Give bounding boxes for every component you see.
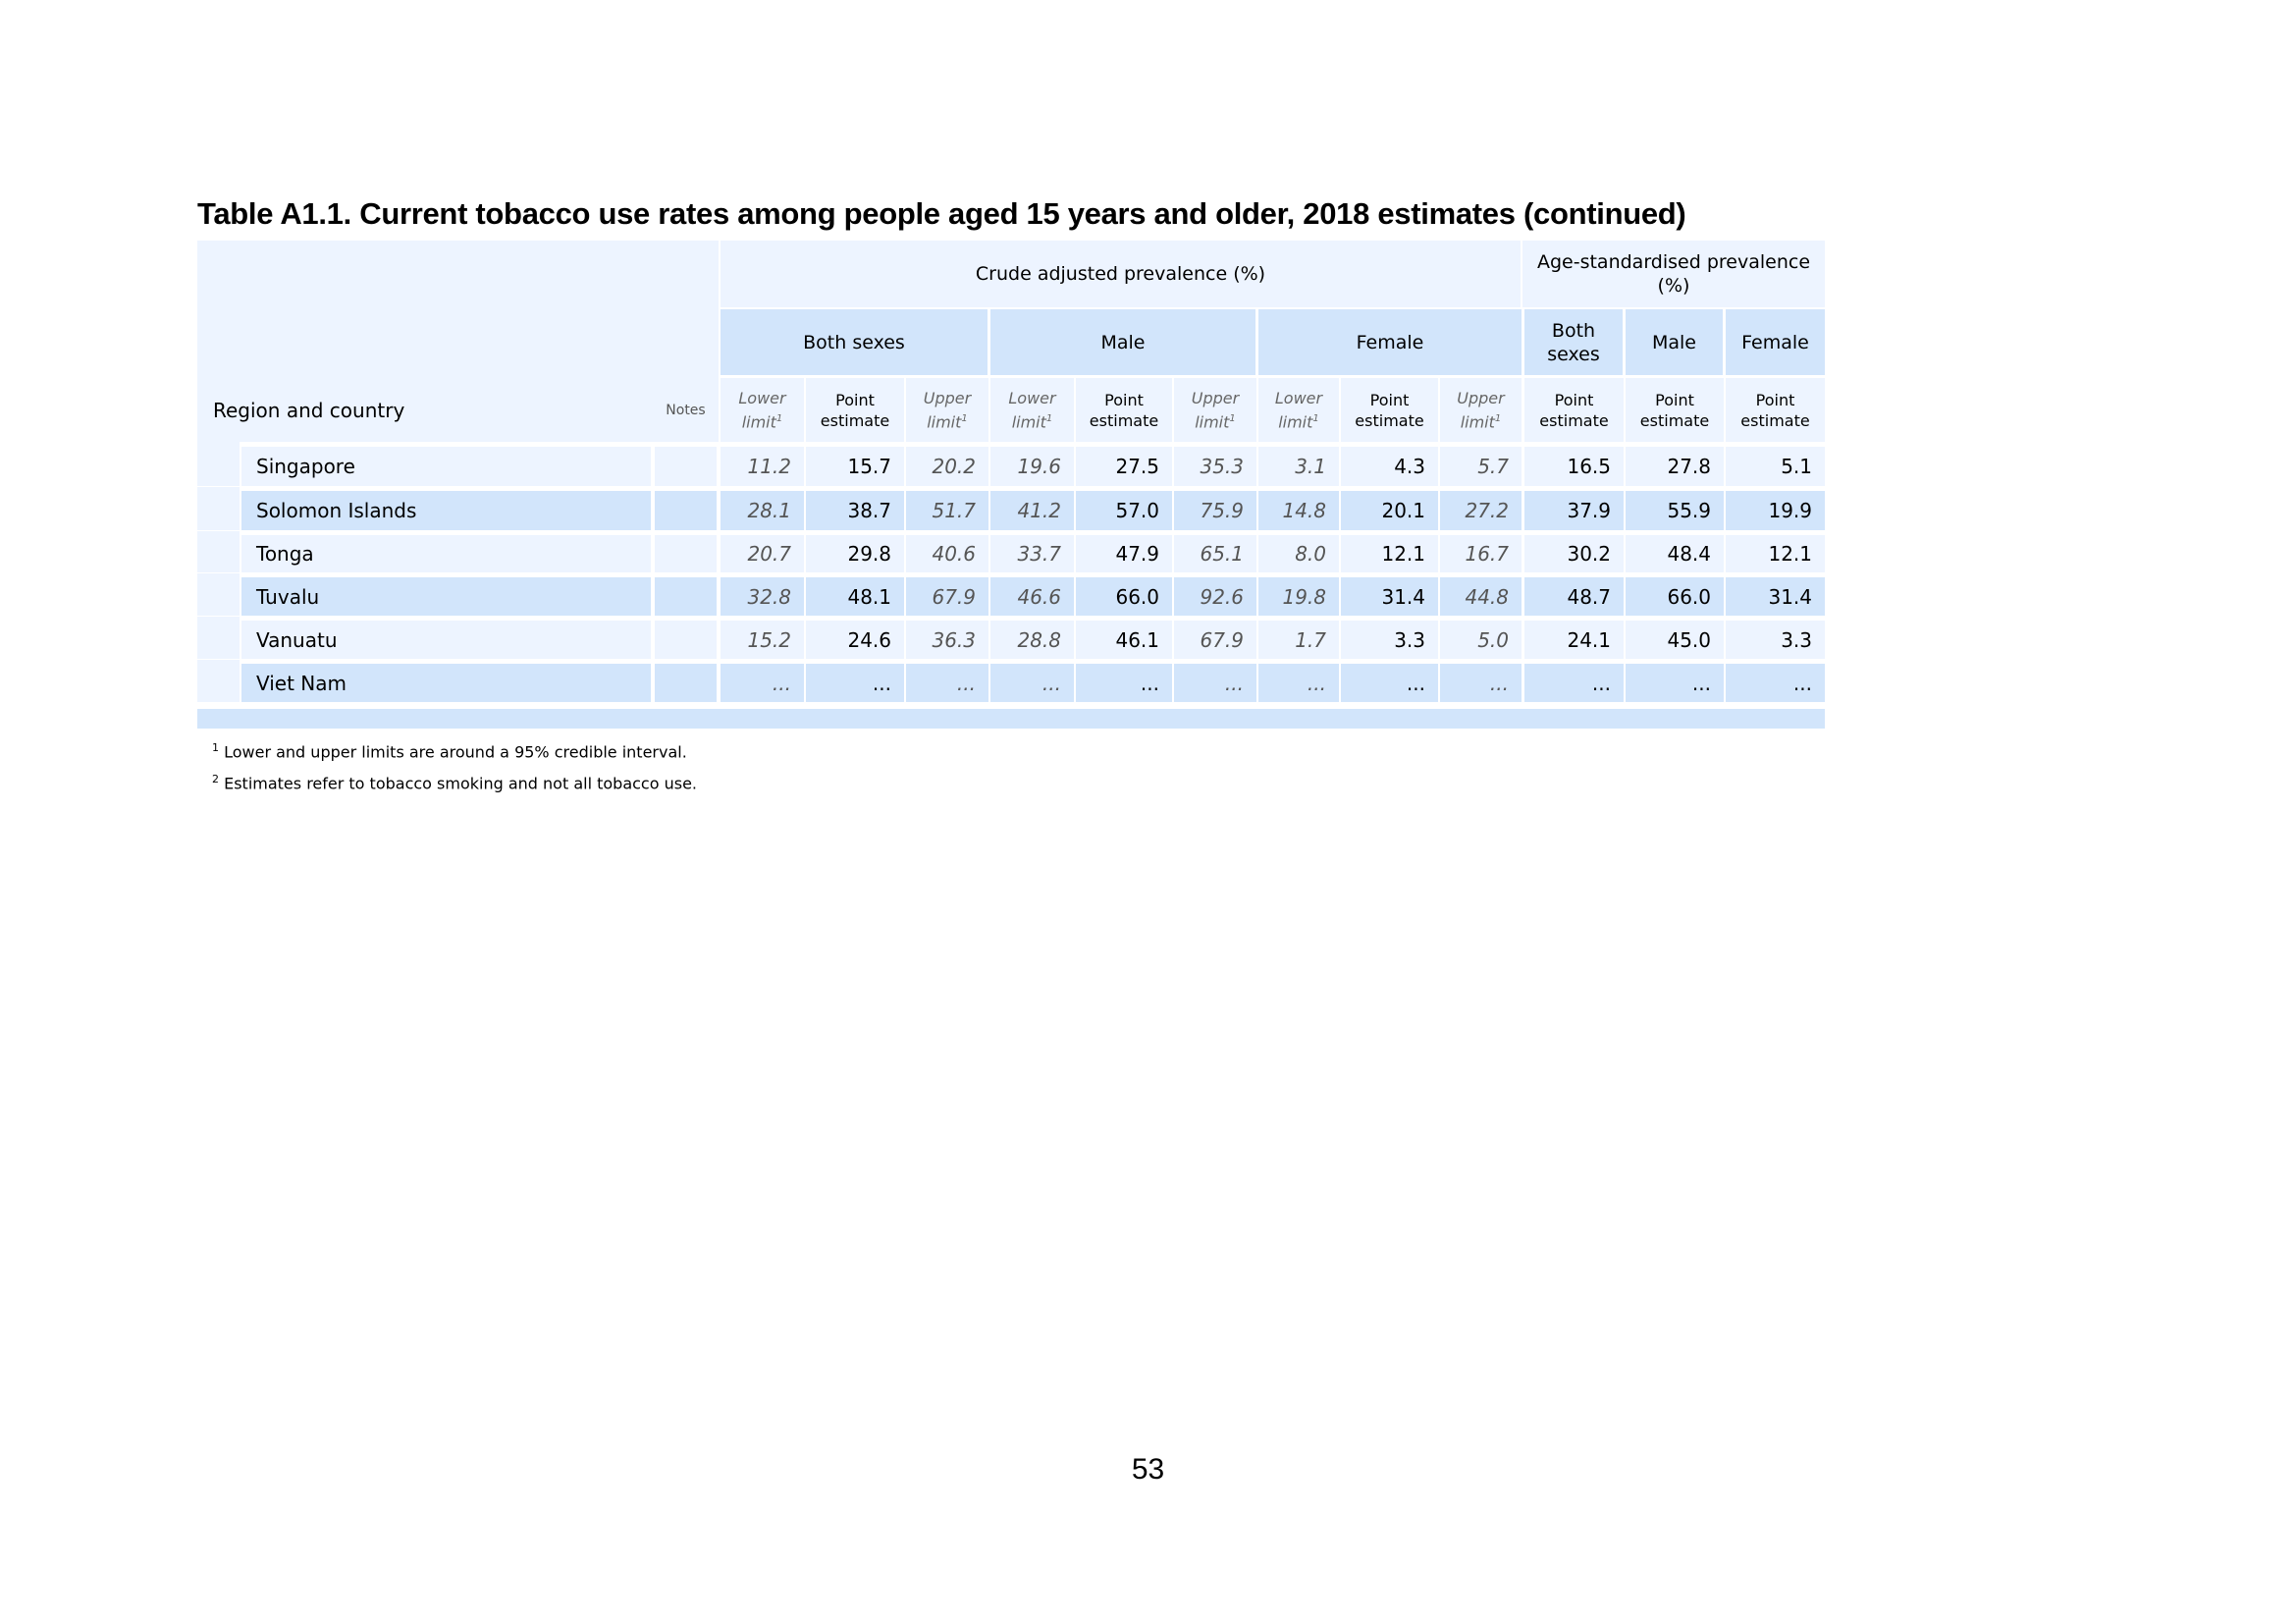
value-cell: 48.4 bbox=[1626, 535, 1724, 572]
subheader-8: Upper limit$^1$ bbox=[1440, 378, 1522, 442]
country-name: Solomon Islands bbox=[241, 491, 651, 530]
value-cell: 66.0 bbox=[1076, 577, 1172, 616]
group-header-5: Female bbox=[1726, 309, 1825, 375]
value-cell: 20.1 bbox=[1341, 491, 1438, 530]
value-cell: ... bbox=[1626, 664, 1724, 702]
value-cell: ... bbox=[1076, 664, 1172, 702]
subheader-11: Point estimate bbox=[1726, 378, 1825, 442]
row-indent-3 bbox=[197, 573, 240, 616]
footnotes bbox=[212, 734, 697, 798]
crude-prevalence-header: Crude adjusted prevalence (%) bbox=[721, 241, 1521, 307]
value-cell: 66.0 bbox=[1626, 577, 1724, 616]
value-cell: 65.1 bbox=[1174, 535, 1256, 572]
value-cell: 92.6 bbox=[1174, 577, 1256, 616]
row-indent-5 bbox=[197, 660, 240, 702]
value-cell: 37.9 bbox=[1524, 491, 1624, 530]
value-cell: 16.5 bbox=[1524, 447, 1624, 486]
value-cell: ... bbox=[906, 664, 988, 702]
notes-header: Notes bbox=[655, 378, 717, 442]
subheader-10: Point estimate bbox=[1626, 378, 1724, 442]
value-cell: 5.7 bbox=[1440, 447, 1522, 486]
value-cell: 51.7 bbox=[906, 491, 988, 530]
value-cell: 5.1 bbox=[1726, 447, 1825, 486]
value-cell: ... bbox=[721, 664, 804, 702]
value-cell: 1.7 bbox=[1258, 621, 1339, 659]
value-cell: 38.7 bbox=[806, 491, 904, 530]
value-cell: 5.0 bbox=[1440, 621, 1522, 659]
value-cell: 19.9 bbox=[1726, 491, 1825, 530]
value-cell: 14.8 bbox=[1258, 491, 1339, 530]
value-cell: 3.3 bbox=[1341, 621, 1438, 659]
value-cell: 4.3 bbox=[1341, 447, 1438, 486]
subheader-4: Point estimate bbox=[1076, 378, 1172, 442]
value-cell: ... bbox=[1341, 664, 1438, 702]
subheader-7: Point estimate bbox=[1341, 378, 1438, 442]
region-and-country-header: Region and country bbox=[197, 378, 651, 442]
value-cell: ... bbox=[1524, 664, 1624, 702]
value-cell: 33.7 bbox=[990, 535, 1074, 572]
value-cell: 20.2 bbox=[906, 447, 988, 486]
value-cell: 16.7 bbox=[1440, 535, 1522, 572]
value-cell: 44.8 bbox=[1440, 577, 1522, 616]
value-cell: 27.2 bbox=[1440, 491, 1522, 530]
value-cell: 35.3 bbox=[1174, 447, 1256, 486]
value-cell: 30.2 bbox=[1524, 535, 1624, 572]
group-header-3: Both sexes bbox=[1524, 309, 1623, 375]
value-cell: 48.7 bbox=[1524, 577, 1624, 616]
value-cell: ... bbox=[806, 664, 904, 702]
value-cell: ... bbox=[990, 664, 1074, 702]
value-cell: 24.6 bbox=[806, 621, 904, 659]
value-cell: 3.1 bbox=[1258, 447, 1339, 486]
value-cell: 67.9 bbox=[1174, 621, 1256, 659]
value-cell: 47.9 bbox=[1076, 535, 1172, 572]
subheader-1: Point estimate bbox=[806, 378, 904, 442]
prevalence-table bbox=[197, 241, 1825, 729]
value-cell: 67.9 bbox=[906, 577, 988, 616]
value-cell: 48.1 bbox=[806, 577, 904, 616]
row-indent-2 bbox=[197, 531, 240, 572]
value-cell: ... bbox=[1174, 664, 1256, 702]
notes-cell bbox=[655, 577, 717, 616]
value-cell: 27.5 bbox=[1076, 447, 1172, 486]
footnote-1: $^1$ Lower and upper limits are around a 95% credible interval. bbox=[212, 741, 687, 762]
country-name: Tonga bbox=[241, 535, 651, 572]
value-cell: 41.2 bbox=[990, 491, 1074, 530]
value-cell: 12.1 bbox=[1726, 535, 1825, 572]
notes-cell bbox=[655, 664, 717, 702]
country-name: Vanuatu bbox=[241, 621, 651, 659]
value-cell: 57.0 bbox=[1076, 491, 1172, 530]
age-standardised-header: Age-standardised prevalence (%) bbox=[1522, 241, 1825, 307]
subheader-9: Point estimate bbox=[1524, 378, 1624, 442]
value-cell: 36.3 bbox=[906, 621, 988, 659]
notes-cell bbox=[655, 621, 717, 659]
value-cell: 12.1 bbox=[1341, 535, 1438, 572]
value-cell: 40.6 bbox=[906, 535, 988, 572]
value-cell: ... bbox=[1258, 664, 1339, 702]
notes-cell bbox=[655, 447, 717, 486]
group-header-4: Male bbox=[1626, 309, 1723, 375]
value-cell: 31.4 bbox=[1341, 577, 1438, 616]
value-cell: 19.6 bbox=[990, 447, 1074, 486]
value-cell: 24.1 bbox=[1524, 621, 1624, 659]
value-cell: 19.8 bbox=[1258, 577, 1339, 616]
notes-cell bbox=[655, 535, 717, 572]
group-header-0: Both sexes bbox=[721, 309, 988, 375]
value-cell: 32.8 bbox=[721, 577, 804, 616]
page-number: 53 bbox=[1131, 1453, 1165, 1486]
row-indent-0 bbox=[197, 442, 240, 486]
value-cell: 8.0 bbox=[1258, 535, 1339, 572]
value-cell: 31.4 bbox=[1726, 577, 1825, 616]
value-cell: 28.8 bbox=[990, 621, 1074, 659]
value-cell: 46.6 bbox=[990, 577, 1074, 616]
value-cell: 55.9 bbox=[1626, 491, 1724, 530]
value-cell: 15.7 bbox=[806, 447, 904, 486]
group-header-2: Female bbox=[1258, 309, 1522, 375]
country-name: Singapore bbox=[241, 447, 651, 486]
country-name: Viet Nam bbox=[241, 664, 651, 702]
value-cell: ... bbox=[1726, 664, 1825, 702]
subheader-6: Lower limit$^1$ bbox=[1258, 378, 1339, 442]
value-cell: 27.8 bbox=[1626, 447, 1724, 486]
subheader-2: Upper limit$^1$ bbox=[906, 378, 988, 442]
value-cell: 45.0 bbox=[1626, 621, 1724, 659]
value-cell: 11.2 bbox=[721, 447, 804, 486]
row-indent-4 bbox=[197, 617, 240, 659]
group-header-1: Male bbox=[990, 309, 1255, 375]
table-bottom-band bbox=[197, 709, 1825, 729]
subheader-3: Lower limit$^1$ bbox=[990, 378, 1074, 442]
value-cell: 15.2 bbox=[721, 621, 804, 659]
value-cell: 20.7 bbox=[721, 535, 804, 572]
value-cell: 28.1 bbox=[721, 491, 804, 530]
subheader-0: Lower limit$^1$ bbox=[721, 378, 804, 442]
value-cell: 46.1 bbox=[1076, 621, 1172, 659]
country-name: Tuvalu bbox=[241, 577, 651, 616]
table-title: Table A1.1. Current tobacco use rates among people aged 15 years and older, 2018 estimates (continued) bbox=[197, 196, 1686, 231]
value-cell: 29.8 bbox=[806, 535, 904, 572]
row-indent-1 bbox=[197, 487, 240, 530]
value-cell: 3.3 bbox=[1726, 621, 1825, 659]
value-cell: ... bbox=[1440, 664, 1522, 702]
subheader-5: Upper limit$^1$ bbox=[1174, 378, 1256, 442]
notes-cell bbox=[655, 491, 717, 530]
value-cell: 75.9 bbox=[1174, 491, 1256, 530]
footnote-2: $^2$ Estimates refer to tobacco smoking and not all tobacco use. bbox=[212, 773, 697, 793]
